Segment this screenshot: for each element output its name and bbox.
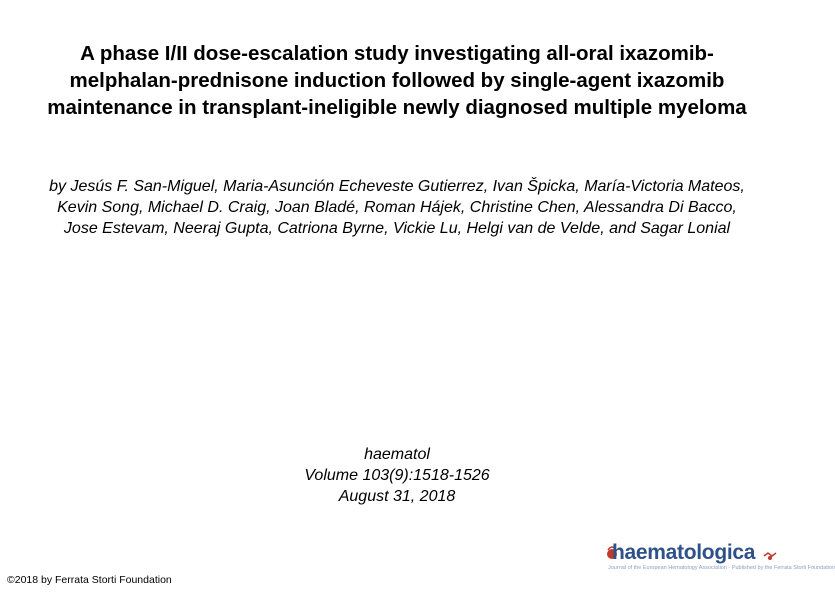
journal-volume: Volume 103(9):1518-1526 <box>304 467 490 484</box>
logo-tagline: Journal of the European Hematology Association · Published by the Ferrata Storti Foundation <box>608 565 835 571</box>
author-list: by Jesús F. San-Miguel, Maria-Asunción Echeveste Gutierrez, Ivan Špicka, María-Victoria Mateos, Kevin Song, Michael D. Craig, Joan Bladé, Roman Hájek, Christine Chen, Alessandra Di Bacco, Jose Estevam, Neeraj Gupta, Catriona Byrne, Vickie Lu, Helgi van de Velde, and Sagar Lonial <box>49 178 745 237</box>
copyright-notice: ©2018 by Ferrata Storti Foundation <box>7 574 172 586</box>
publication-date: August 31, 2018 <box>338 488 456 505</box>
logo-wordmark: haematologica <box>612 541 756 564</box>
journal-name: haematol <box>364 446 430 463</box>
journal-citation <box>200 444 594 507</box>
paper-title: A phase I/II dose-escalation study investigating all-oral ixazomib-melphalan-prednisone induction followed by single-agent ixazomib maintenance in transplant-ineligible newly diagnosed multiple myeloma <box>47 42 747 119</box>
haematologica-logo <box>598 540 835 580</box>
